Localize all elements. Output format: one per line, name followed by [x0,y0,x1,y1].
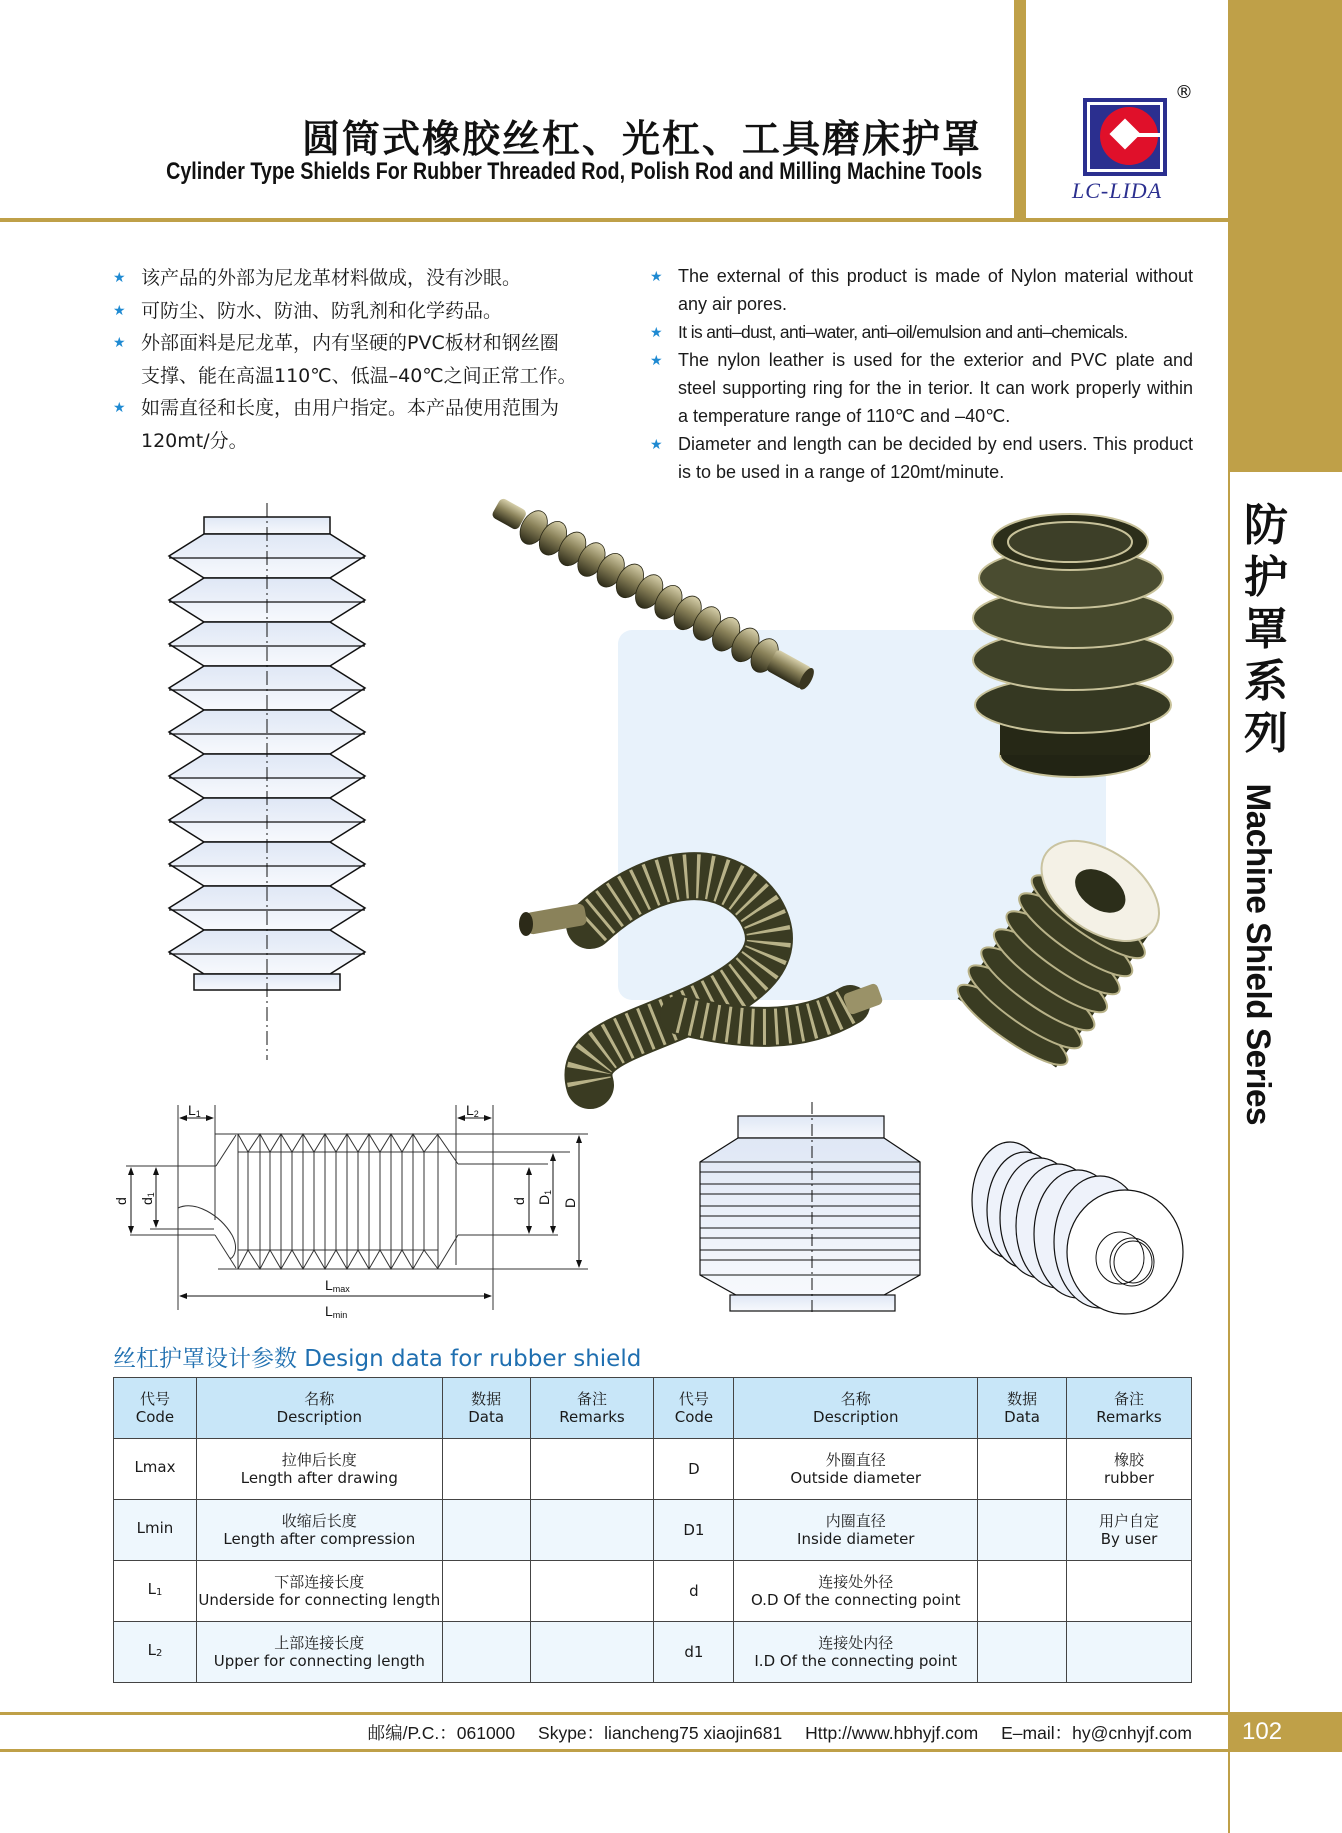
page-title-en: Cylinder Type Shields For Rubber Threaded Rod, Polish Rod and Milling Machine Tools [165,158,982,185]
cell-remarks: 用户自定 By user [1067,1500,1192,1561]
label-d1: d1 [139,1192,156,1205]
table-header-row [114,1378,1192,1439]
cell-code: Lmax [114,1439,197,1500]
cell-code: D1 [654,1500,734,1561]
features-list-en [650,262,1193,486]
cell-code: d [654,1561,734,1622]
page-number: 102 [1230,1712,1342,1752]
col-header-data: 数据 Data [978,1378,1067,1439]
cell-remarks [530,1561,654,1622]
header-gold-stripe [1014,0,1026,222]
table-row [114,1439,1192,1500]
cell-description: 上部连接长度 Upper for connecting length [196,1622,442,1683]
cell-remarks [530,1439,654,1500]
cell-code: L1 [114,1561,197,1622]
page-title-cn: 圆筒式橡胶丝杠、光杠、工具磨床护罩 [301,117,982,161]
star-icon: ★ [113,302,126,319]
cell-description: 内圈直径 Inside diameter [734,1500,978,1561]
star-icon: ★ [113,270,126,286]
cell-description: 拉伸后长度 Length after drawing [196,1439,442,1500]
star-icon: ★ [650,436,663,452]
cell-code: d1 [654,1622,734,1683]
footer-email-link[interactable]: E–mail：hy@cnhyjf.com [1001,1723,1192,1743]
list-item: ★ It is anti–dust, anti–water, anti–oil/emulsion and anti–chemicals. [650,318,1193,346]
list-item: ★ 如需直径和长度，由用户指定。本产品使用范围为 120mt/分。 [113,392,633,457]
isometric-bellows-drawing [970,1140,1200,1315]
footer-top-rule [0,1712,1228,1715]
product-photo-short-bellows [965,500,1180,790]
col-header-remarks: 备注 Remarks [1067,1378,1192,1439]
cell-data [442,1439,530,1500]
star-icon: ★ [650,268,663,284]
sidebar-gold-block [1228,0,1342,472]
footer-postcode: 邮编/P.C.：061000 [367,1723,516,1743]
label-D: D [562,1197,578,1208]
cell-remarks [1067,1622,1192,1683]
label-d-right: d [511,1197,527,1205]
dimension-drawing [100,1090,600,1320]
label-Lmax: Lmax [325,1277,350,1294]
col-header-code: 代号 Code [114,1378,197,1439]
compressed-bellows-drawing [680,1100,930,1315]
col-header-description: 名称 Description [734,1378,978,1439]
product-photo-flanged-bellows [908,835,1173,1050]
cell-data [442,1622,530,1683]
footer-bottom-rule [0,1749,1228,1752]
footer-contact [368,1720,1192,1745]
list-item: ★ The nylon leather is used for the exterior and PVC plate and steel supporting ring for the in terior. It can work properly within a temperature range of 110℃ and –40℃. [650,346,1193,430]
cell-description: 连接处外径 O.D Of the connecting point [734,1561,978,1622]
product-photo-straight-rod-shield [490,500,870,700]
col-header-data: 数据 Data [442,1378,530,1439]
cell-code: L2 [114,1622,197,1683]
cell-description: 连接处内径 I.D Of the connecting point [734,1622,978,1683]
sidebar-title-cn: 防 护 罩 系 列 [1244,500,1288,759]
bellows-front-drawing [160,500,380,1070]
list-item: ★ 外部面料是尼龙革，内有坚硬的PVC板材和钢丝圈 支撑、能在高温110℃、低温–40℃之间正常工作。 [113,327,633,392]
star-icon: ★ [650,352,663,368]
sidebar-title-en: Machine Shield Series [1239,783,1277,1126]
list-item: ★ Diameter and length can be decided by end users. This product is to be used in a range of 120mt/minute. [650,430,1193,486]
cell-remarks: 橡胶 rubber [1067,1439,1192,1500]
cell-data [442,1500,530,1561]
list-item: ★ 可防尘、防水、防油、防乳剂和化学药品。 [113,295,633,328]
cell-code: D [654,1439,734,1500]
features-list-cn [113,262,633,457]
cell-remarks [530,1622,654,1683]
cell-data [978,1622,1067,1683]
cell-remarks [1067,1561,1192,1622]
footer-skype: Skype：liancheng75 xiaojin681 [538,1723,783,1743]
col-header-remarks: 备注 Remarks [530,1378,654,1439]
logo-icon [1090,105,1160,169]
table-row [114,1500,1192,1561]
star-icon: ★ [113,335,126,351]
header-divider [0,218,1228,222]
cell-data [978,1500,1067,1561]
logo-wordmark: LC-LIDA [1072,178,1163,203]
cell-description: 收缩后长度 Length after compression [196,1500,442,1561]
table-row [114,1622,1192,1683]
design-data-table [113,1377,1192,1683]
col-header-description: 名称 Description [196,1378,442,1439]
cell-data [978,1561,1067,1622]
table-title: 丝杠护罩设计参数 Design data for rubber shield [113,1346,642,1372]
label-D1: D1 [536,1189,553,1205]
company-logo [1083,98,1167,176]
list-item: ★ 该产品的外部为尼龙革材料做成，没有沙眼。 [113,262,633,295]
col-header-code: 代号 Code [654,1378,734,1439]
label-L2: L2 [466,1102,479,1119]
star-icon: ★ [113,400,126,416]
cell-data [442,1561,530,1622]
label-d: d [113,1197,129,1205]
cell-code: Lmin [114,1500,197,1561]
cell-remarks [530,1500,654,1561]
footer-website-link[interactable]: Http://www.hbhyjf.com [805,1723,979,1743]
cell-description: 外圈直径 Outside diameter [734,1439,978,1500]
sidebar-divider [1228,472,1230,1833]
label-Lmin: Lmin [325,1303,348,1320]
list-item: ★ The external of this product is made of Nylon material without any air pores. [650,262,1193,318]
table-row [114,1561,1192,1622]
cell-data [978,1439,1067,1500]
product-photo-flexible-bellows [520,820,920,1100]
cell-description: 下部连接长度 Underside for connecting length [196,1561,442,1622]
star-icon: ★ [650,324,662,340]
registered-mark: ® [1175,82,1193,103]
label-L1: L1 [188,1102,201,1119]
